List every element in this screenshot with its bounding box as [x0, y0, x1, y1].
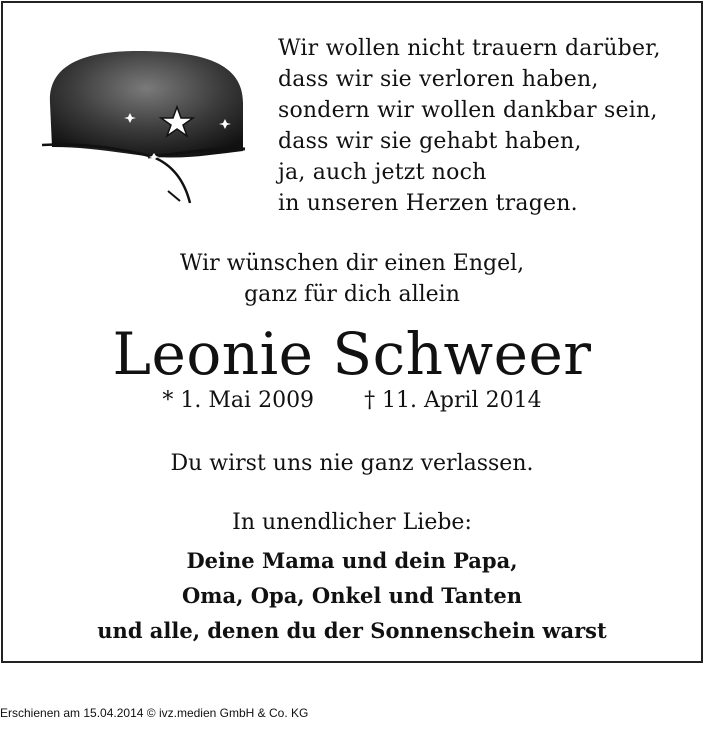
- mourner-line: und alle, denen du der Sonnenschein warst: [97, 618, 607, 643]
- birth-date: * 1. Mai 2009: [162, 388, 315, 413]
- mourner-line: Deine Mama und dein Papa,: [186, 548, 518, 573]
- poem: [278, 33, 698, 219]
- poem-line: Wir wollen nicht trauern darüber,: [278, 36, 661, 61]
- deceased-name: Leonie Schweer: [112, 320, 592, 388]
- angel-wish: [3, 248, 701, 310]
- obituary-notice: [1, 1, 703, 663]
- love-line: In unendlicher Liebe:: [232, 510, 472, 535]
- night-sky-with-stars-icon: [38, 43, 248, 208]
- mourner-line: Oma, Opa, Onkel und Tanten: [181, 583, 523, 608]
- poem-line: ja, auch jetzt noch: [278, 160, 487, 185]
- publication-credit: Erschienen am 15.04.2014 © ivz.medien GmbH & Co. KG: [0, 706, 309, 720]
- poem-line: sondern wir wollen dankbar sein,: [278, 98, 658, 123]
- wish-line: ganz für dich allein: [244, 282, 460, 307]
- poem-line: in unseren Herzen tragen.: [278, 191, 578, 216]
- poem-line: dass wir sie gehabt haben,: [278, 129, 582, 154]
- poem-line: dass wir sie verloren haben,: [278, 67, 599, 92]
- mourners: [3, 543, 701, 648]
- wish-line: Wir wünschen dir einen Engel,: [179, 251, 525, 276]
- death-date: † 11. April 2014: [364, 388, 542, 413]
- life-dates: [3, 386, 701, 416]
- farewell-line: Du wirst uns nie ganz verlassen.: [170, 451, 534, 476]
